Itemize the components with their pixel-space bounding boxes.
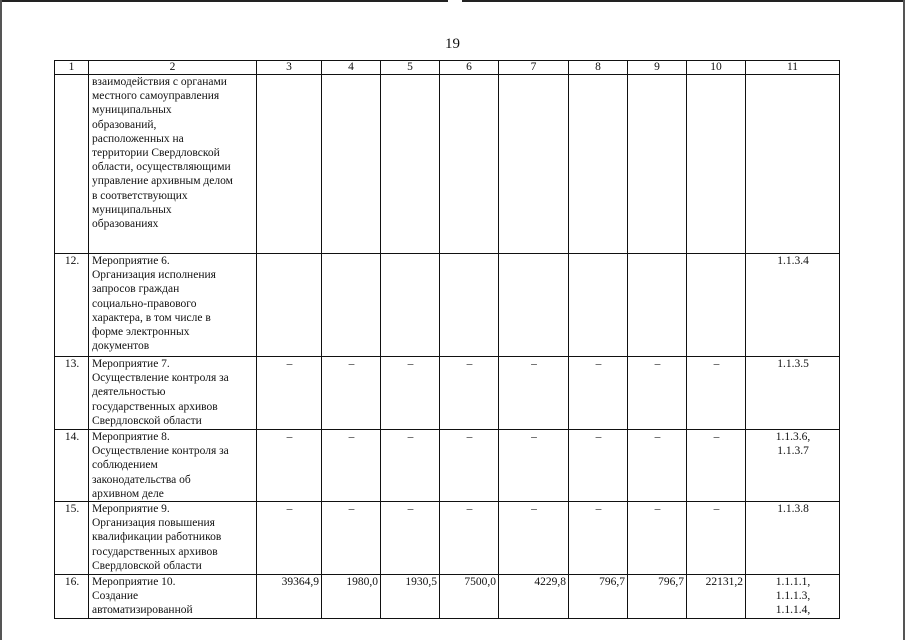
table-row [55, 502, 840, 575]
target-reference: 1.1.3.6, 1.1.3.7 [746, 430, 840, 502]
value-cell: 1980,0 [322, 575, 381, 619]
target-reference [746, 75, 840, 254]
value-cell: – [381, 502, 440, 575]
value-cell: – [499, 357, 569, 430]
value-cell [628, 75, 687, 254]
column-number-header [55, 61, 840, 75]
value-cell: 796,7 [628, 575, 687, 619]
target-reference: 1.1.1.1, 1.1.1.3, 1.1.1.4, [746, 575, 840, 619]
activity-name: Мероприятие 6. Организация исполнения запросов граждан социально-правового характера, в том числе в форме электронных документов [89, 254, 257, 357]
value-cell: – [440, 502, 499, 575]
value-cell: – [322, 357, 381, 430]
header-cell-10: 10 [687, 61, 746, 75]
activity-name: Мероприятие 10. Создание автоматизированной [89, 575, 257, 619]
value-cell: – [628, 502, 687, 575]
value-cell [687, 75, 746, 254]
row-number: 15. [55, 502, 89, 575]
value-cell [381, 75, 440, 254]
value-cell: – [687, 430, 746, 502]
value-cell: 7500,0 [440, 575, 499, 619]
value-cell: – [440, 357, 499, 430]
activity-name: взаимодействия с органами местного самоуправления муниципальных образований, расположенных на территории Свердловской области, осуществляющими управление архивным делом в соответствующих муниципальных образованиях [89, 75, 257, 254]
table-row [55, 575, 840, 619]
row-number: 16. [55, 575, 89, 619]
header-cell-9: 9 [628, 61, 687, 75]
value-cell: – [687, 502, 746, 575]
page-left-edge [0, 0, 2, 640]
target-reference: 1.1.3.5 [746, 357, 840, 430]
value-cell [322, 254, 381, 357]
value-cell [499, 254, 569, 357]
row-number: 13. [55, 357, 89, 430]
value-cell: – [257, 502, 322, 575]
value-cell [322, 75, 381, 254]
row-number [55, 75, 89, 254]
value-cell: – [440, 430, 499, 502]
value-cell [257, 75, 322, 254]
value-cell: 1930,5 [381, 575, 440, 619]
value-cell: 22131,2 [687, 575, 746, 619]
header-cell-11: 11 [746, 61, 840, 75]
value-cell: 39364,9 [257, 575, 322, 619]
table-row [55, 430, 840, 502]
row-number: 14. [55, 430, 89, 502]
value-cell [628, 254, 687, 357]
header-cell-4: 4 [322, 61, 381, 75]
value-cell: – [499, 430, 569, 502]
target-reference: 1.1.3.8 [746, 502, 840, 575]
table-row [55, 357, 840, 430]
page-number: 19 [445, 36, 460, 52]
program-activities-table [54, 60, 840, 619]
value-cell: – [257, 357, 322, 430]
value-cell [440, 254, 499, 357]
value-cell [381, 254, 440, 357]
target-reference: 1.1.3.4 [746, 254, 840, 357]
value-cell: – [628, 357, 687, 430]
table-row [55, 254, 840, 357]
activity-name: Мероприятие 8. Осуществление контроля за соблюдением законодательства об архивном деле [89, 430, 257, 502]
value-cell [687, 254, 746, 357]
value-cell: – [381, 430, 440, 502]
page-top-edge [0, 0, 905, 2]
row-number: 12. [55, 254, 89, 357]
value-cell: – [628, 430, 687, 502]
header-cell-6: 6 [440, 61, 499, 75]
value-cell: – [322, 430, 381, 502]
header-cell-1: 1 [55, 61, 89, 75]
value-cell: – [687, 357, 746, 430]
table-row [55, 75, 840, 254]
value-cell: – [569, 502, 628, 575]
value-cell: – [257, 430, 322, 502]
header-cell-8: 8 [569, 61, 628, 75]
header-cell-3: 3 [257, 61, 322, 75]
header-cell-5: 5 [381, 61, 440, 75]
value-cell [569, 75, 628, 254]
value-cell: 796,7 [569, 575, 628, 619]
value-cell [499, 75, 569, 254]
value-cell: – [569, 430, 628, 502]
activity-name: Мероприятие 9. Организация повышения квалификации работников государственных архивов Свердловской области [89, 502, 257, 575]
value-cell: – [322, 502, 381, 575]
value-cell: – [569, 357, 628, 430]
value-cell [257, 254, 322, 357]
value-cell: 4229,8 [499, 575, 569, 619]
header-cell-2: 2 [89, 61, 257, 75]
activity-name: Мероприятие 7. Осуществление контроля за деятельностью государственных архивов Свердловской области [89, 357, 257, 430]
header-cell-7: 7 [499, 61, 569, 75]
value-cell [440, 75, 499, 254]
value-cell: – [381, 357, 440, 430]
value-cell: – [499, 502, 569, 575]
value-cell [569, 254, 628, 357]
